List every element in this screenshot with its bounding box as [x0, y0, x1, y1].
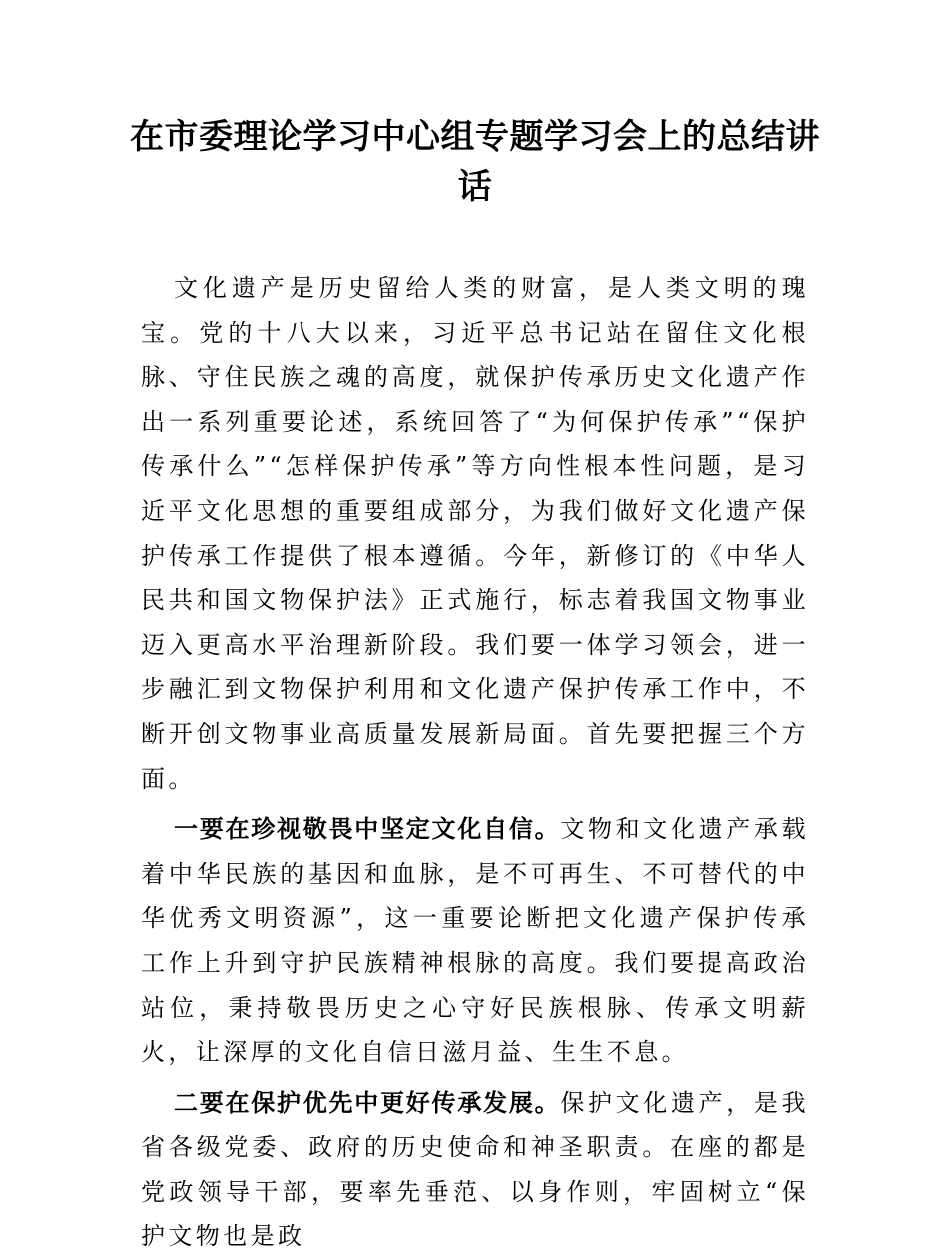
paragraph-text: 文物和文化遗产承载着中华民族的基因和血脉，是不可再生、不可替代的中华优秀文明资源”，这一重要论断把文化遗产保护传承工作上升到守护民族精神根脉的高度。我们要提高政治站位，秉持敬畏历史之心守好民族根脉、传承文明薪火，让深厚的文化自信日滋月益、生生不息。 [141, 815, 809, 1067]
paragraph-point-one [141, 807, 809, 1075]
paragraph-text: 保护文化遗产，是我省各级党委、政府的历史使命和神圣职责。在座的都是党政领导干部，要率先垂范、以身作则，牢固树立“保护文物也是政 [141, 1088, 809, 1251]
paragraph-lead-heading: 一要在珍视敬畏中坚定文化自信。 [174, 814, 561, 844]
paragraph-text: 文化遗产是历史留给人类的财富，是人类文明的瑰宝。党的十八大以来，习近平总书记站在留住文化根脉、守住民族之魂的高度，就保护传承历史文化遗产作出一系列重要论述，系统回答了“为何保护传承”“保护传承什么”“怎样保护传承”等方向性根本性问题，是习近平文化思想的重要组成部分，为我们做好文化遗产保护传承工作提供了根本遵循。今年，新修订的《中华人民共和国文物保护法》正式施行，标志着我国文物事业迈入更高水平治理新阶段。我们要一体学习领会，进一步融汇到文物保护利用和文化遗产保护传承工作中，不断开创文物事业高质量发展新局面。首先要把握三个方面。 [141, 274, 809, 793]
document-title: 在市委理论学习中心组专题学习会上的总结讲话 [130, 117, 820, 207]
paragraph-intro [141, 266, 809, 801]
paragraph-point-two [141, 1081, 809, 1259]
document-body [141, 266, 809, 1259]
paragraph-lead-heading: 二要在保护优先中更好传承发展。 [174, 1087, 561, 1117]
